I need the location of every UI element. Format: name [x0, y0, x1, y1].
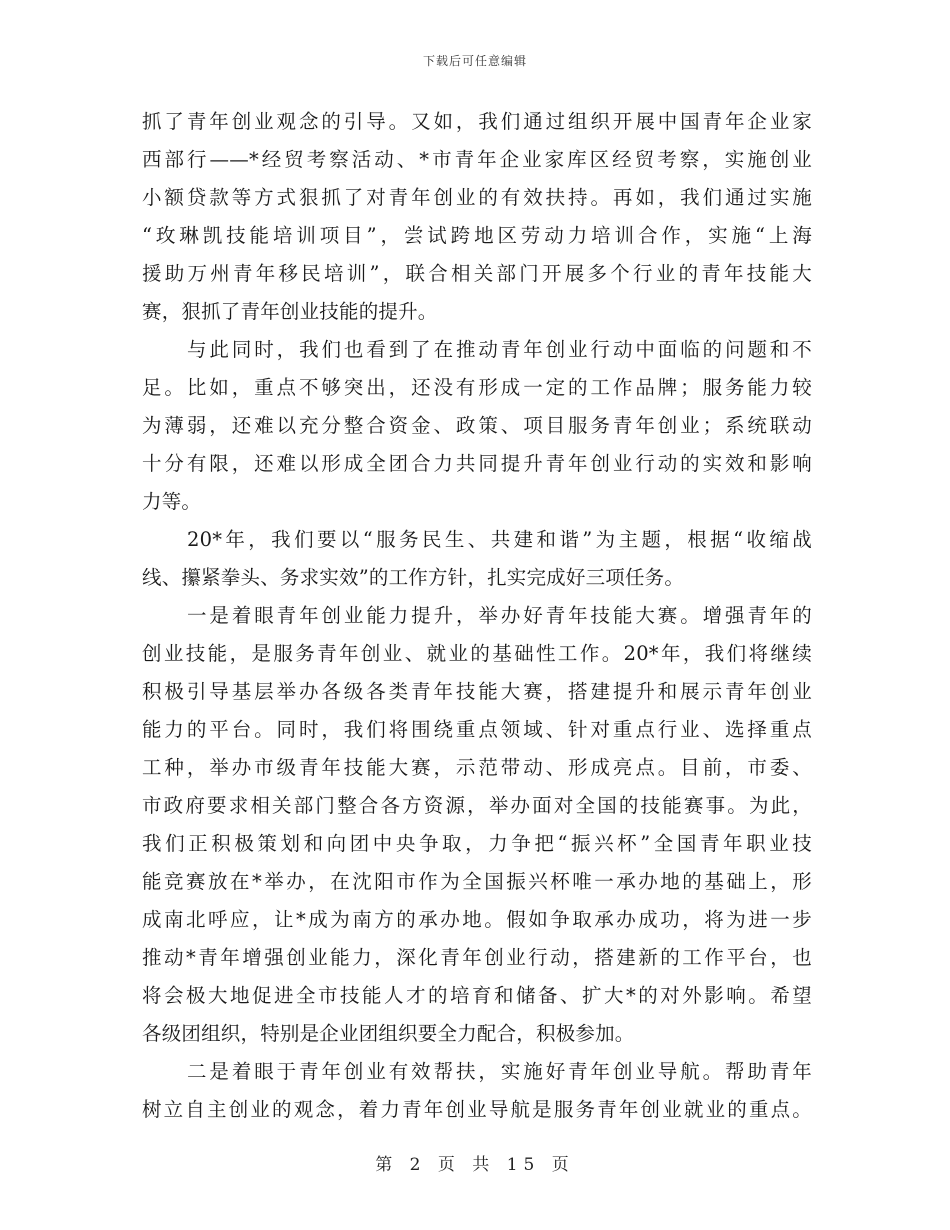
page-footer: 第 2 页 共 15 页	[375, 1155, 575, 1175]
page-header: 下载后可任意编辑	[422, 54, 527, 68]
text-line: 赛，狠抓了青年创业技能的提升。	[142, 300, 438, 323]
text-line: 工种，举办市级青年技能大赛，示范带动、形成亮点。目前，市委、	[142, 756, 812, 779]
text-line: 十分有限，还难以形成全团合力共同提升青年创业行动的实效和影响	[142, 452, 812, 475]
text-line: 一是着眼青年创业能力提升，举办好青年技能大赛。增强青年的	[187, 604, 812, 627]
text-line: 市政府要求相关部门整合各方资源，举办面对全国的技能赛事。为此，	[142, 794, 812, 817]
text-line: 抓了青年创业观念的引导。又如，我们通过组织开展中国青年企业家	[142, 110, 812, 133]
text-line: 20*年，我们要以“服务民生、共建和谐”为主题，根据“收缩战	[187, 528, 812, 551]
text-line: 与此同时，我们也看到了在推动青年创业行动中面临的问题和不	[187, 338, 812, 361]
text-line: 能竞赛放在*举办，在沈阳市作为全国振兴杯唯一承办地的基础上，形	[142, 870, 812, 893]
text-line: 西部行——*经贸考察活动、*市青年企业家库区经贸考察，实施创业	[142, 148, 812, 171]
text-line: 积极引导基层举办各级各类青年技能大赛，搭建提升和展示青年创业	[142, 680, 812, 703]
text-line: 创业技能，是服务青年创业、就业的基础性工作。20*年，我们将继续	[142, 642, 812, 665]
text-line: 推动*青年增强创业能力，深化青年创业行动，搭建新的工作平台，也	[142, 946, 812, 969]
text-line: 援助万州青年移民培训”，联合相关部门开展多个行业的青年技能大	[142, 262, 812, 285]
text-line: 各级团组织，特别是企业团组织要全力配合，积极参加。	[142, 1022, 635, 1045]
text-line: 能力的平台。同时，我们将围绕重点领域、针对重点行业、选择重点	[142, 718, 812, 741]
text-line: 树立自主创业的观念，着力青年创业导航是服务青年创业就业的重点。	[142, 1098, 812, 1121]
text-line: “玫琳凯技能培训项目”，尝试跨地区劳动力培训合作，实施“上海	[142, 224, 812, 247]
text-line: 将会极大地促进全市技能人才的培育和储备、扩大*的对外影响。希望	[142, 984, 812, 1007]
text-line: 我们正积极策划和向团中央争取，力争把“振兴杯”全国青年职业技	[142, 832, 812, 855]
text-line: 小额贷款等方式狠抓了对青年创业的有效扶持。再如，我们通过实施	[142, 186, 812, 209]
text-line: 线、攥紧拳头、务求实效”的工作方针，扎实完成好三项任务。	[142, 566, 685, 589]
text-line: 足。比如，重点不够突出，还没有形成一定的工作品牌；服务能力较	[142, 376, 812, 399]
text-line: 二是着眼于青年创业有效帮扶，实施好青年创业导航。帮助青年	[187, 1060, 812, 1083]
text-line: 力等。	[142, 490, 202, 513]
text-line: 成南北呼应，让*成为南方的承办地。假如争取承办成功，将为进一步	[142, 908, 812, 931]
text-line: 为薄弱，还难以充分整合资金、政策、项目服务青年创业；系统联动	[142, 414, 812, 437]
